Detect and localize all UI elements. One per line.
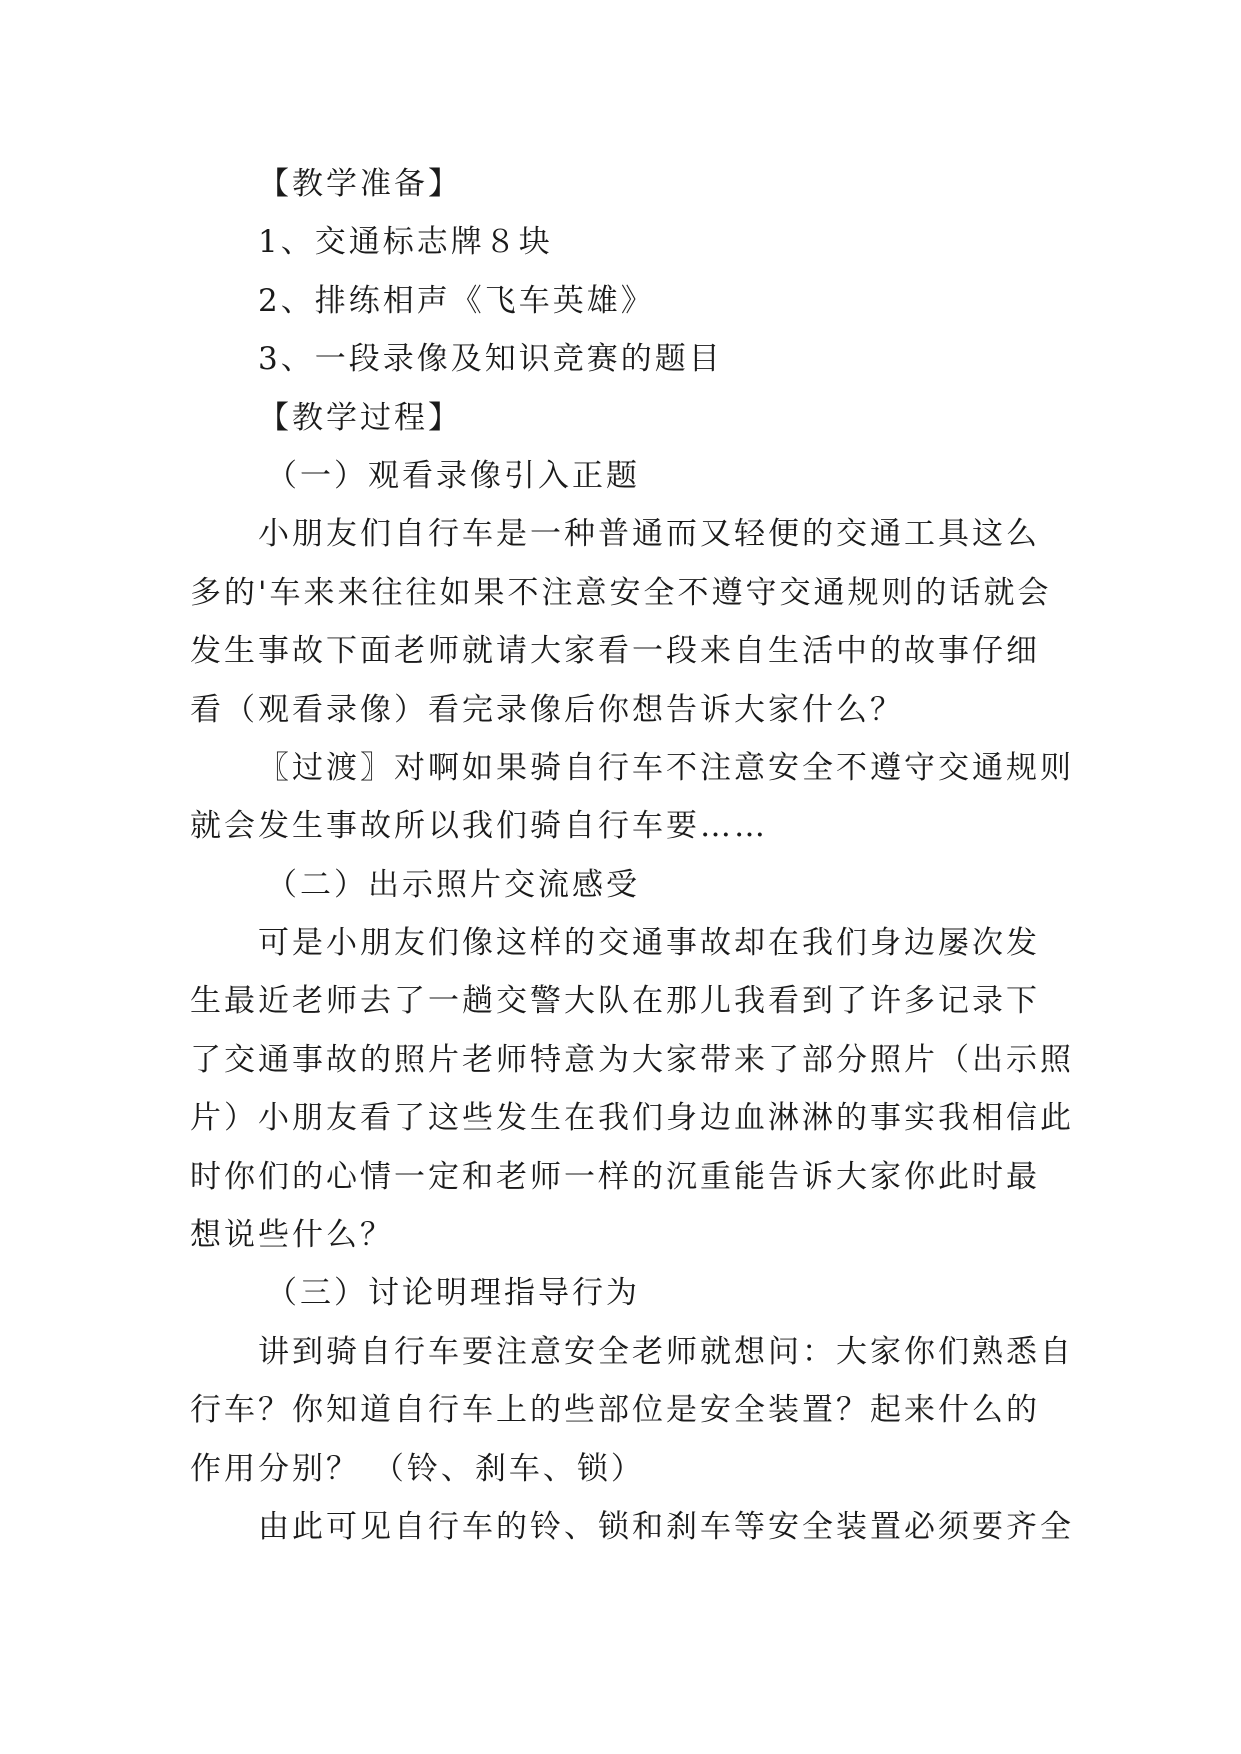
document-body — [190, 155, 1074, 1556]
paragraph-line: 生最近老师去了一趟交警大队在那儿我看到了许多记录下 — [190, 983, 1040, 1020]
list-item: 1、交通标志牌８块 — [258, 224, 553, 261]
list-item: 2、排练相声《飞车英雄》 — [258, 282, 655, 319]
paragraph-line: 作用分别？ （铃、刹车、锁） — [190, 1450, 645, 1487]
paragraph-line: 时你们的心情一定和老师一样的沉重能告诉大家你此时最 — [190, 1158, 1040, 1195]
paragraph-line: 小朋友们自行车是一种普通而又轻便的交通工具这么 — [258, 516, 1040, 553]
paragraph-line: 行车？你知道自行车上的些部位是安全装置？起来什么的 — [190, 1392, 1040, 1429]
subsection-heading: （一）观看录像引入正题 — [266, 457, 640, 494]
paragraph-line: 由此可见自行车的铃、锁和刹车等安全装置必须要齐全 — [258, 1508, 1074, 1545]
paragraph-line: 片）小朋友看了这些发生在我们身边血淋淋的事实我相信此 — [190, 1100, 1074, 1137]
paragraph-line: 多的'车来来往往如果不注意安全不遵守交通规则的话就会 — [190, 574, 1052, 611]
list-item: 3、一段录像及知识竞赛的题目 — [258, 341, 723, 378]
paragraph-line: 〖过渡〗对啊如果骑自行车不注意安全不遵守交通规则 — [258, 749, 1074, 786]
paragraph-line: 发生事故下面老师就请大家看一段来自生活中的故事仔细 — [190, 633, 1040, 670]
paragraph-line: 讲到骑自行车要注意安全老师就想问：大家你们熟悉自 — [258, 1333, 1074, 1370]
paragraph-line: 就会发生事故所以我们骑自行车要…… — [190, 808, 768, 845]
paragraph-line: 想说些什么？ — [190, 1217, 394, 1254]
subsection-heading: （三）讨论明理指导行为 — [266, 1275, 640, 1312]
section-heading-preparation: 【教学准备】 — [258, 166, 462, 202]
paragraph-line: 可是小朋友们像这样的交通事故却在我们身边屡次发 — [258, 925, 1040, 962]
section-heading-process: 【教学过程】 — [258, 399, 462, 436]
paragraph-line: 了交通事故的照片老师特意为大家带来了部分照片（出示照 — [190, 1041, 1074, 1078]
subsection-heading: （二）出示照片交流感受 — [266, 866, 640, 903]
paragraph-line: 看（观看录像）看完录像后你想告诉大家什么？ — [190, 691, 904, 728]
